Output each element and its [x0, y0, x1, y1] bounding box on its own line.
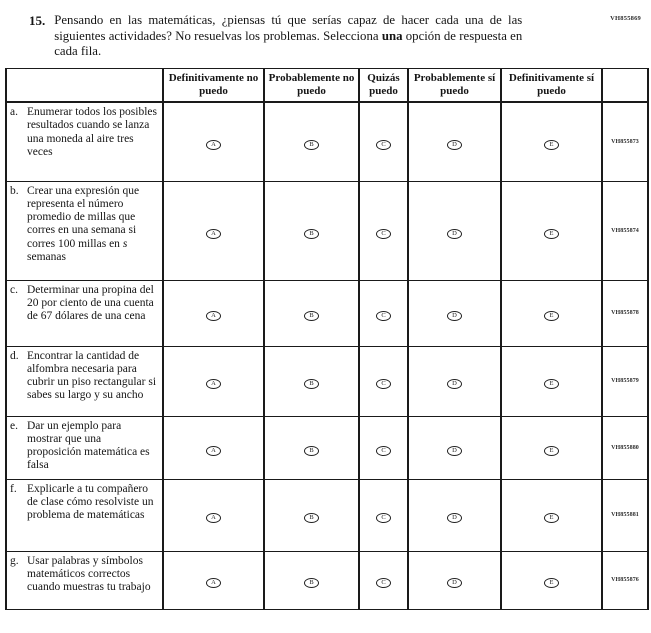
row-text — [27, 483, 160, 523]
item-column-header-empty — [6, 68, 163, 102]
answer-bubble-B[interactable] — [304, 229, 319, 239]
item-flex — [10, 350, 160, 403]
option-cell — [264, 102, 359, 181]
row-text — [27, 420, 160, 473]
option-cell — [264, 280, 359, 346]
row-text — [27, 555, 160, 595]
option-cell — [408, 280, 501, 346]
answer-bubble-A[interactable] — [206, 513, 221, 523]
table-header-row — [6, 68, 648, 102]
column-header: Quizás puedo — [359, 68, 408, 102]
row-letter: a. — [10, 106, 18, 118]
option-cell — [163, 102, 264, 181]
option-cell — [359, 346, 408, 416]
option-cell — [163, 346, 264, 416]
item-flex — [10, 106, 160, 159]
answer-bubble-C[interactable] — [376, 578, 391, 588]
answer-bubble-E[interactable] — [544, 446, 559, 456]
code-column-header-empty — [602, 68, 648, 102]
answer-bubble-B[interactable] — [304, 311, 319, 321]
bubble-letter: C — [381, 379, 386, 387]
answer-bubble-E[interactable] — [544, 229, 559, 239]
bubble-letter: C — [381, 140, 386, 148]
bubble-letter: E — [549, 379, 554, 387]
bubble-letter: E — [549, 140, 554, 148]
row-text — [27, 350, 160, 403]
answer-bubble-D[interactable] — [447, 446, 462, 456]
row-letter: d. — [10, 349, 19, 362]
bubble-letter: B — [309, 578, 314, 586]
answer-bubble-D[interactable] — [447, 513, 462, 523]
bubble-letter: A — [211, 379, 216, 387]
option-cell — [359, 479, 408, 551]
answer-bubble-D[interactable] — [447, 229, 462, 239]
table-body — [6, 102, 648, 609]
row-letter: f. — [10, 482, 17, 495]
bubble-letter: C — [381, 446, 386, 454]
question-number: 15. — [29, 13, 46, 28]
item-cell — [6, 479, 163, 551]
item-code: VH855876 — [602, 551, 648, 609]
row-text-part: Dar un ejemplo para mostrar que una proposición matemática es falsa — [27, 419, 150, 472]
answer-bubble-B[interactable] — [304, 513, 319, 523]
bubble-letter: A — [211, 446, 216, 454]
answer-bubble-E[interactable] — [544, 513, 559, 523]
column-header: Probablemente no puedo — [264, 68, 359, 102]
bubble-letter: E — [549, 229, 554, 237]
bubble-letter: E — [549, 446, 554, 454]
column-header: Definitivamente no puedo — [163, 68, 264, 102]
answer-bubble-B[interactable] — [304, 379, 319, 389]
bubble-letter: D — [452, 229, 457, 237]
bubble-letter: B — [309, 311, 314, 319]
item-code: VH855878 — [602, 280, 648, 346]
bubble-letter: A — [211, 140, 216, 148]
bubble-letter: E — [549, 578, 554, 586]
header-row — [6, 68, 648, 102]
option-cell — [408, 102, 501, 181]
option-cell — [264, 551, 359, 609]
option-cell — [264, 346, 359, 416]
item-cell — [6, 551, 163, 609]
option-cell — [501, 346, 602, 416]
bubble-letter: D — [452, 578, 457, 586]
option-cell — [359, 181, 408, 280]
answer-bubble-E[interactable] — [544, 140, 559, 150]
answer-bubble-C[interactable] — [376, 140, 391, 150]
option-cell — [264, 416, 359, 479]
row-text-part: Encontrar la cantidad de alfombra necesaria para cubrir un piso rectangular si sabes su largo y su ancho — [27, 349, 157, 402]
row-text-part: semanas — [27, 250, 66, 263]
bubble-letter: B — [309, 229, 314, 237]
option-cell — [408, 416, 501, 479]
item-cell — [6, 102, 163, 181]
table-row — [6, 479, 648, 551]
table-row — [6, 346, 648, 416]
question-bold-word: una — [381, 28, 403, 43]
answer-bubble-C[interactable] — [376, 229, 391, 239]
question-text-segment: opción de respuesta en cada fila. — [54, 28, 523, 58]
option-cell — [408, 346, 501, 416]
option-cell — [264, 181, 359, 280]
question-text-segment: Pensando en las matemáticas, ¿piensas tú que serías capaz de hacer cada una de las siguientes actividades? No resuelvas los problemas. Selecciona — [54, 13, 523, 43]
bubble-letter: C — [381, 311, 386, 319]
column-header: Probablemente sí puedo — [408, 68, 501, 102]
row-text-part: Determinar una propina del 20 por ciento de una cuenta de 67 dólares de una cena — [27, 283, 154, 323]
option-cell — [359, 102, 408, 181]
answer-bubble-C[interactable] — [376, 379, 391, 389]
bubble-letter: C — [381, 229, 386, 237]
option-cell — [163, 416, 264, 479]
item-flex — [10, 420, 160, 473]
bubble-letter: D — [452, 379, 457, 387]
bubble-letter: B — [309, 513, 314, 521]
form-code: VH855869 — [610, 15, 641, 22]
answer-bubble-A[interactable] — [206, 578, 221, 588]
row-letter: g. — [10, 554, 19, 567]
bubble-letter: E — [549, 311, 554, 319]
table-row — [6, 280, 648, 346]
bubble-letter: A — [211, 513, 216, 521]
row-text-part: s — [122, 237, 128, 250]
answer-bubble-C[interactable] — [376, 311, 391, 321]
row-text-part: Crear una expresión que representa el número promedio de millas que corres en una semana si corres 100 millas en — [27, 184, 140, 250]
option-cell — [359, 416, 408, 479]
item-cell — [6, 181, 163, 280]
answer-bubble-A[interactable] — [206, 140, 221, 150]
answer-bubble-C[interactable] — [376, 446, 391, 456]
bubble-letter: C — [381, 513, 386, 521]
row-letter: c. — [10, 283, 18, 296]
answer-bubble-C[interactable] — [376, 513, 391, 523]
bubble-letter: A — [211, 578, 216, 586]
answer-bubble-E[interactable] — [544, 578, 559, 588]
bubble-letter: B — [309, 446, 314, 454]
row-letter: b. — [10, 184, 19, 197]
bubble-letter: E — [549, 513, 554, 521]
answer-bubble-E[interactable] — [544, 379, 559, 389]
item-cell — [6, 416, 163, 479]
option-cell — [501, 102, 602, 181]
bubble-letter: B — [309, 379, 314, 387]
row-text — [27, 185, 160, 265]
answer-bubble-D[interactable] — [447, 578, 462, 588]
answer-bubble-B[interactable] — [304, 140, 319, 150]
option-cell — [359, 280, 408, 346]
option-cell — [359, 551, 408, 609]
bubble-letter: B — [309, 140, 314, 148]
column-header: Definitivamente sí puedo — [501, 68, 602, 102]
bubble-letter: A — [211, 229, 216, 237]
option-cell — [163, 181, 264, 280]
row-text-part: Usar palabras y símbolos matemáticos correctos cuando muestras tu trabajo — [27, 554, 151, 594]
option-cell — [264, 479, 359, 551]
bubble-letter: C — [381, 578, 386, 586]
answer-bubble-D[interactable] — [447, 379, 462, 389]
table-row — [6, 181, 648, 280]
item-cell — [6, 346, 163, 416]
option-cell — [501, 280, 602, 346]
answer-bubble-E[interactable] — [544, 311, 559, 321]
answer-bubble-A[interactable] — [206, 229, 221, 239]
option-cell — [408, 479, 501, 551]
option-cell — [501, 181, 602, 280]
item-flex — [10, 185, 160, 265]
option-cell — [501, 479, 602, 551]
answer-bubble-B[interactable] — [304, 446, 319, 456]
question-block — [29, 13, 651, 60]
option-cell — [408, 181, 501, 280]
bubble-letter: D — [452, 513, 457, 521]
row-text — [27, 106, 160, 159]
bubble-letter: D — [452, 140, 457, 148]
item-flex — [10, 483, 160, 523]
answer-bubble-B[interactable] — [304, 578, 319, 588]
answer-bubble-A[interactable] — [206, 446, 221, 456]
option-cell — [163, 479, 264, 551]
option-cell — [163, 551, 264, 609]
option-cell — [501, 551, 602, 609]
answer-bubble-D[interactable] — [447, 311, 462, 321]
row-letter: e. — [10, 419, 18, 432]
item-flex — [10, 555, 160, 595]
table-row — [6, 416, 648, 479]
item-code: VH855874 — [602, 181, 648, 280]
row-text-part: Enumerar todos los posibles resultados cuando se lanza una moneda al aire tres veces — [27, 106, 157, 158]
item-code: VH855880 — [602, 416, 648, 479]
question-text — [54, 13, 522, 60]
item-cell — [6, 280, 163, 346]
response-matrix-table — [5, 68, 649, 610]
bubble-letter: A — [211, 311, 216, 319]
bubble-letter: D — [452, 311, 457, 319]
option-cell — [501, 416, 602, 479]
answer-bubble-A[interactable] — [206, 379, 221, 389]
row-text-part: Explicarle a tu compañero de clase cómo resolviste un problema de matemáticas — [27, 482, 154, 522]
table-row — [6, 102, 648, 181]
answer-bubble-D[interactable] — [447, 140, 462, 150]
item-code: VH855879 — [602, 346, 648, 416]
item-flex — [10, 284, 160, 324]
option-cell — [408, 551, 501, 609]
table-row — [6, 551, 648, 609]
bubble-letter: D — [452, 446, 457, 454]
item-code: VH855873 — [602, 102, 648, 181]
option-cell — [163, 280, 264, 346]
item-code: VH855881 — [602, 479, 648, 551]
row-text — [27, 284, 160, 324]
answer-bubble-A[interactable] — [206, 311, 221, 321]
